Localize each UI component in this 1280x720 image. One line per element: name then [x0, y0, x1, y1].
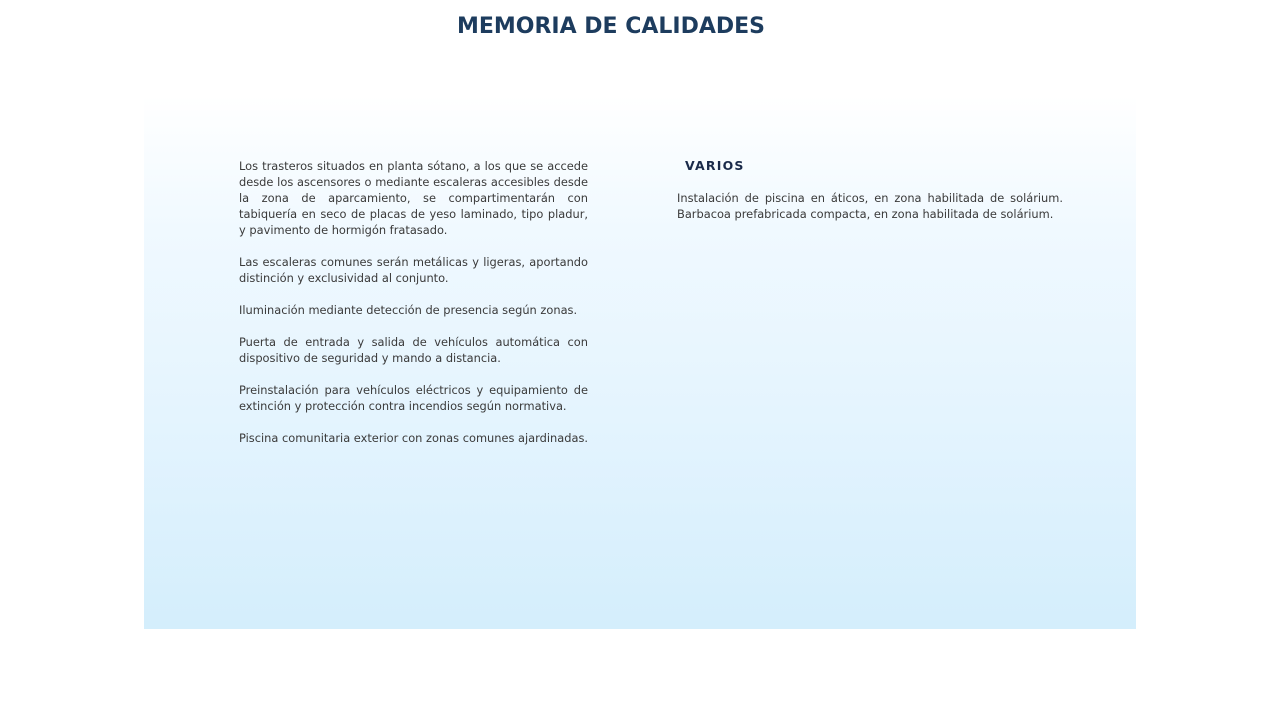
- paragraph-storage-rooms: Los trasteros situados en planta sótano, a los que se accede desde los ascensores o mediante escaleras accesibles desde la zona de aparcamiento, se compartimentarán con tabiquería en seco de placas de yeso laminado, tipo pladur, y pavimento de hormigón fratasado.: [239, 159, 588, 237]
- section-heading-varios: VARIOS: [685, 158, 745, 173]
- right-column: [677, 158, 1063, 222]
- varios-line-pool: Instalación de piscina en áticos, en zona habilitada de solárium.: [677, 191, 1063, 205]
- paragraph-stairs: Las escaleras comunes serán metálicas y ligeras, aportando distinción y exclusividad al conjunto.: [239, 255, 588, 285]
- paragraph-pool: Piscina comunitaria exterior con zonas comunes ajardinadas.: [239, 431, 589, 445]
- left-column: [239, 158, 588, 462]
- paragraph-vehicle-gate: Puerta de entrada y salida de vehículos automática con dispositivo de seguridad y mando a distancia.: [239, 335, 588, 365]
- paragraph-ev-fire: Preinstalación para vehículos eléctricos y equipamiento de extinción y protección contra incendios según normativa.: [239, 383, 588, 413]
- varios-line-barbecue: Barbacoa prefabricada compacta, en zona habilitada de solárium.: [677, 207, 1054, 221]
- paragraph-varios: [677, 190, 1063, 222]
- page-title: MEMORIA DE CALIDADES: [456, 14, 766, 39]
- paragraph-lighting: Iluminación mediante detección de presencia según zonas.: [239, 303, 578, 317]
- content-panel: [144, 96, 1136, 629]
